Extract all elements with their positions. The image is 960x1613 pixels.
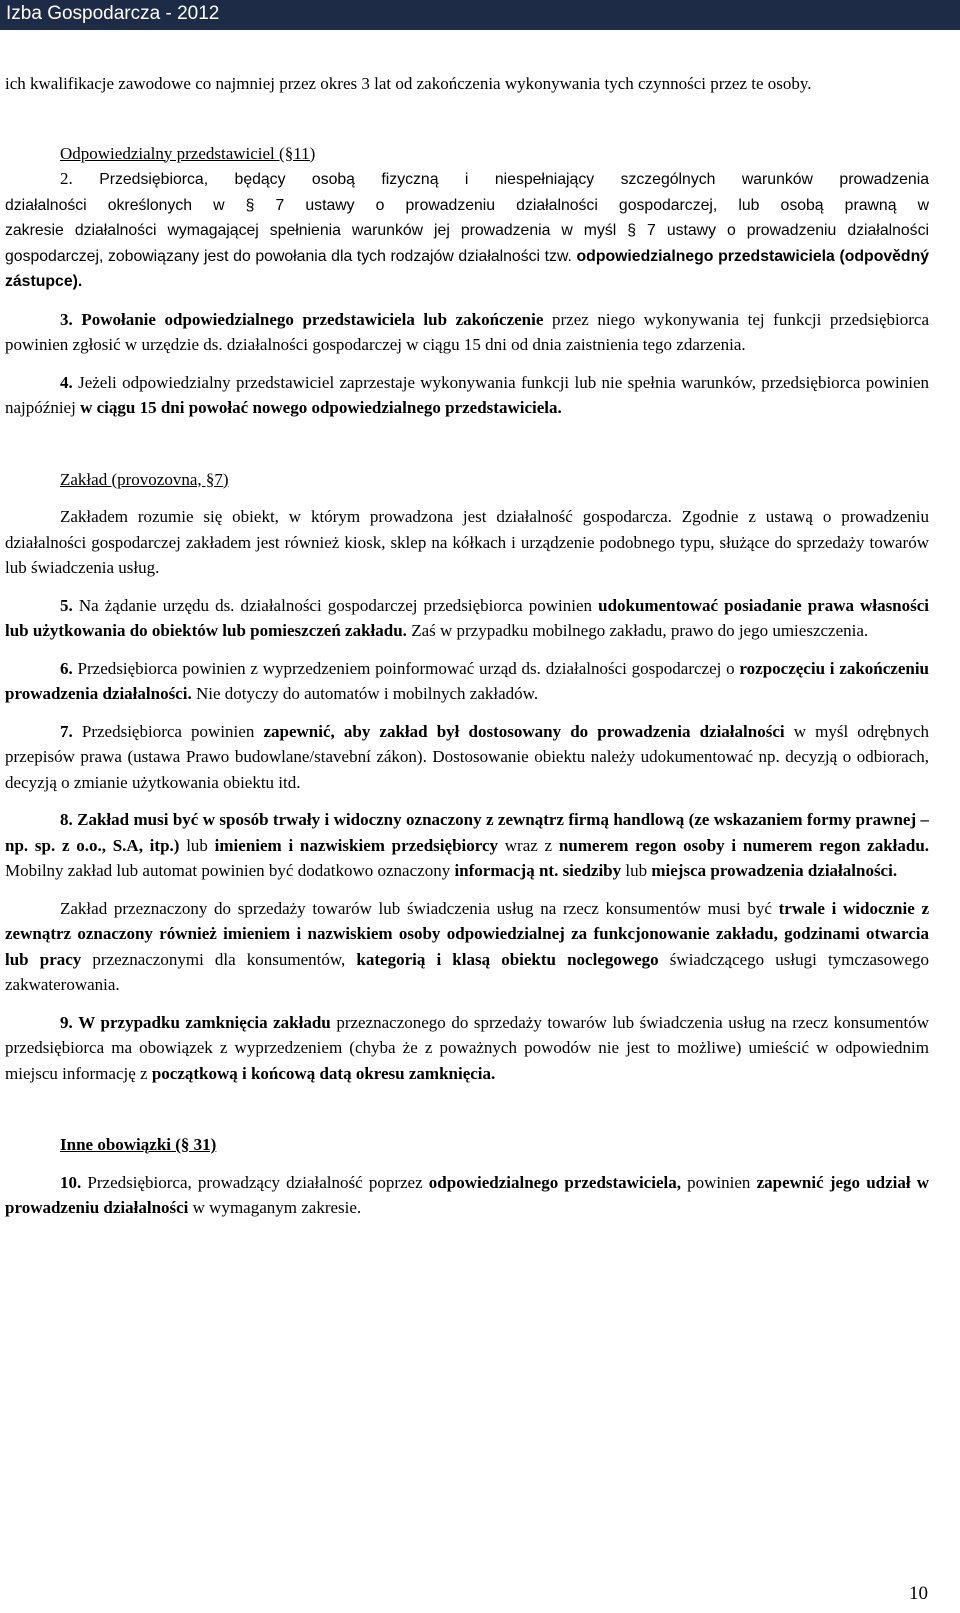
paragraph-8 [5, 807, 929, 884]
paragraph-bold: odpowiedzialnego przedstawiciela, [428, 1172, 681, 1192]
paragraph-text: przez niego wykonywania tej funkcji przedsiębiorca powinien zgłosić w urzędzie ds. działalności gospodarczej w ciągu 15 dni od dnia zaistnienia tego zdarzenia. [5, 309, 930, 354]
paragraph-4 [5, 370, 929, 421]
paragraph-bold: zapewnić, aby zakład był dostosowany do prowadzenia działalności [263, 721, 785, 741]
paragraph-text: w wymaganym zakresie. [192, 1198, 362, 1217]
paragraph-text: Zaś w przypadku mobilnego zakładu, prawo do jego umieszczenia. [411, 621, 869, 640]
section-heading-inne-obowiazki: Inne obowiązki (§ 31) [60, 1135, 217, 1154]
paragraph-number: 3. [60, 309, 73, 329]
section-heading-zaklad: Zakład (provozovna, §7) [60, 469, 229, 489]
paragraph-text: Przedsiębiorca powinien z wyprzedzeniem poinformować urząd ds. działalności gospodarczej o [77, 658, 735, 678]
paragraph-text: Nie dotyczy do automatów i mobilnych zakładów. [195, 684, 539, 703]
paragraph-bold: Zakład musi być w sposób trwały i widoczny oznaczony z zewnątrz firmą handlową (ze wskazaniem formy prawnej – np. sp. z o.o., S.A, itp.) [5, 810, 929, 855]
section-heading-odpowiedzialny: Odpowiedzialny przedstawiciel (§11) [60, 143, 316, 163]
paragraph-bold: kategorią i klasą obiektu noclegowego [356, 949, 659, 969]
paragraph-bold: rozpoczęciu i zakończeniu prowadzenia działalności. [5, 658, 930, 703]
paragraph-number: 7. [60, 721, 73, 741]
paragraph-text: świadczącego usługi tymczasowego zakwaterowania. [5, 949, 929, 994]
paragraph-bold: miejsca prowadzenia działalności. [651, 861, 898, 880]
page-number: 10 [909, 1583, 928, 1604]
paragraph-text: Przedsiębiorca, będący osobą fizyczną i niespełniający szczególnych warunków prowadzenia [99, 171, 929, 188]
paragraph-text: przeznaczonymi dla konsumentów, [92, 949, 346, 969]
paragraph-bold: udokumentować posiadanie prawa własności lub użytkowania do obiektów lub pomieszczeń zakładu. [5, 595, 930, 640]
page-header [0, 0, 960, 30]
paragraph-text: Zakład przeznaczony do sprzedaży towarów lub świadczenia usług na rzecz konsumentów musi być [60, 898, 772, 918]
paragraph-text: lub [625, 861, 648, 880]
paragraph-text: Mobilny zakład lub automat powinien być dodatkowo oznaczony [5, 861, 451, 880]
paragraph-number: 9. [60, 1012, 73, 1032]
paragraph-bold: W przypadku zamknięcia zakładu [78, 1012, 331, 1032]
paragraph-text: powinien [687, 1172, 751, 1192]
paragraph-6 [5, 656, 929, 707]
paragraph-text: Przedsiębiorca powinien [81, 721, 255, 741]
paragraph-9 [5, 1010, 929, 1087]
paragraph-bold: Powołanie odpowiedzialnego przedstawiciela lub zakończenie [81, 309, 544, 329]
paragraph-bold: numerem regon osoby i numerem regon zakładu. [558, 835, 930, 855]
paragraph-7 [5, 719, 929, 796]
paragraph-text: Przedsiębiorca, prowadzący działalność poprzez [87, 1172, 423, 1192]
document-body [5, 71, 929, 1221]
paragraph-text: działalności określonych w § 7 ustawy o prowadzeniu działalności gospodarczej, lub osobą prawną w [5, 196, 929, 214]
paragraph-zaklad: Zakładem rozumie się obiekt, w którym prowadzona jest działalność gospodarcza. Zgodnie z ustawą o prowadzeniu działalności gospodarczej zakładem jest również kiosk, sklep na kółkach i urządzenie podobnego typu, służące do sprzedaży towarów lub świadczenia usług. [5, 507, 929, 577]
header-title: Izba Gospodarcza - 2012 [6, 3, 220, 24]
paragraph-3 [5, 307, 929, 358]
paragraph-number: 8. [60, 810, 73, 829]
paragraph-bold: w ciągu 15 dni powołać nowego odpowiedzialnego przedstawiciela. [80, 398, 562, 417]
paragraph-5 [5, 593, 929, 644]
paragraph-bold: początkową i końcową datą okresu zamknięcia. [151, 1063, 496, 1083]
paragraph-text: Na żądanie urzędu ds. działalności gospodarczej przedsiębiorca powinien [78, 595, 593, 615]
paragraph-2 [5, 166, 929, 295]
paragraph-number: 6. [60, 658, 73, 678]
paragraph-number: 2. [60, 169, 73, 188]
paragraph-bold: trwale i widocznie z zewnątrz oznaczony również imieniem i nazwiskiem osoby odpowiedzialnej za funkcjonowanie zakładu, godzinami otwarcia lub pracy [5, 898, 929, 969]
paragraph-text: wraz z [504, 835, 553, 855]
paragraph-text: przeznaczonego do sprzedaży towarów lub świadczenia usług na rzecz konsumentów przedsiębiorca ma obowiązek z wyprzedzeniem (chyba że z poważnych powodów nie jest to możliwe) umieścić w odpowiednim miejscu informację z [5, 1012, 930, 1083]
paragraph-text: w myśl odrębnych przepisów prawa (ustawa Prawo budowlane/stavební zákon). Dostosowanie obiektu należy udokumentować np. decyzją o odbiorach, decyzją o zmianie użytkowania obiektu itd. [5, 721, 930, 792]
paragraph-bold: odpowiedzialnego przedstawiciela (odpovědný zástupce). [5, 247, 930, 290]
paragraph-number: 10. [60, 1172, 82, 1192]
paragraph-bold: imieniem i nazwiskiem przedsiębiorcy [214, 835, 499, 855]
paragraph-text: zakresie działalności wymagającej spełnienia warunków jej prowadzenia w myśl § 7 ustawy o prowadzeniu działalności gospodarczej, zobowiązany jest do powołania dla tych rodzajów działalności tzw. [5, 222, 929, 265]
paragraph-bold: informacją nt. siedziby [454, 861, 622, 880]
paragraph-continuation: ich kwalifikacje zawodowe co najmniej przez okres 3 lat od zakończenia wykonywania tych czynności przez te osoby. [5, 74, 812, 93]
paragraph-10 [5, 1170, 929, 1221]
paragraph-bold: zapewnić jego udział w prowadzeniu działalności [5, 1172, 930, 1217]
paragraph-number: 4. [60, 372, 73, 392]
paragraph-konsumenci [5, 896, 929, 998]
paragraph-text: lub [186, 835, 208, 855]
paragraph-text: Jeżeli odpowiedzialny przedstawiciel zaprzestaje wykonywania funkcji lub nie spełnia warunków, przedsiębiorca powinien najpóźniej [5, 372, 930, 417]
paragraph-number: 5. [60, 595, 73, 615]
